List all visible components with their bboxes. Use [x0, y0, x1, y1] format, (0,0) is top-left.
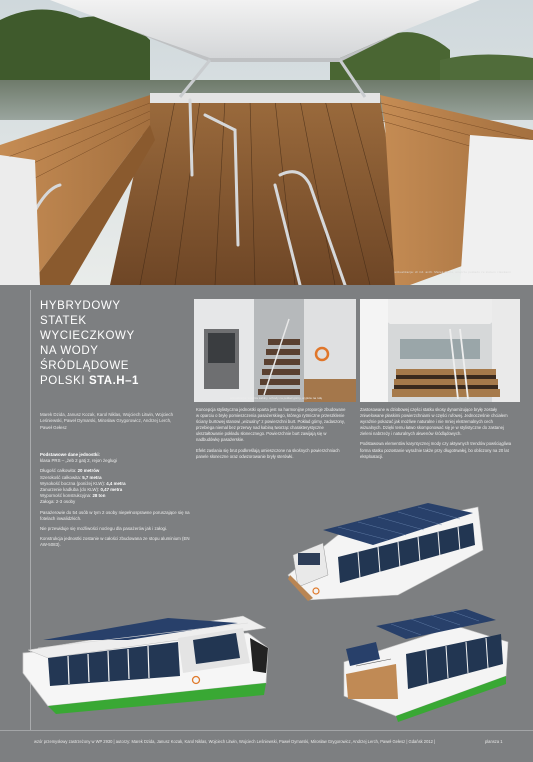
- spec-value: 4,4 metra: [106, 480, 126, 486]
- boat-render-rear-view: [336, 604, 516, 722]
- interior-photo-stairs: [360, 299, 520, 402]
- footer-credits: wzór przemysłowy zastrzeżony w WP 2930 | autorzy: Marek Dzida, Janusz Kozak, Karol Niklas, Wojciech Litwin, Wojciech Leśniewski, Paweł Dymarski, Mirosław Grygorowicz, Andrzej Lerch, Paweł Gełesz | Gdańsk 2012 |: [34, 739, 436, 744]
- description-column-1: [196, 407, 346, 464]
- spec-key: Zanurzenie kadłuba (do KLW):: [40, 487, 100, 493]
- photo-caption: wizualizacja: wnętrze kabiny, schody na pokład górny, wyjście na rufę: [230, 396, 323, 400]
- title-line: WYCIECZKOWY: [40, 330, 135, 342]
- paragraph: Efekt zaslania się brut podkreślają umieszczone na skośnych powierzchniach panele słoneczne oraz odwzorowanie bryły sterówki.: [196, 447, 340, 459]
- title-code: STA.H–1: [88, 375, 139, 387]
- spec-key: Wyporność konstrukcyjna:: [40, 493, 92, 499]
- description-column-2: [360, 407, 515, 464]
- spec-heading: Podstawowe dane jednostki:: [40, 452, 101, 457]
- spec-key: Załoga:: [40, 499, 55, 505]
- spec-value: 28 ton: [92, 493, 106, 499]
- spec-passengers: Pasażerowie do 54 osób w tym 2 osoby niepełnosprawne poruszające się na fotelach inwalidzkich.: [40, 509, 190, 521]
- spec-build: Konstrukcja jednostki zostanie w całości zbudowana ze stopu aluminium (EN AW-5083).: [40, 536, 190, 548]
- spec-key: Szerokość całkowita:: [40, 474, 81, 480]
- spec-value: 20 metrów: [77, 468, 100, 474]
- boat-render-top-view: [278, 495, 488, 615]
- interior-photo-cabin: [194, 299, 356, 402]
- sheet-number: plansza 1: [485, 739, 503, 744]
- spec-class: klasa PRS – „żeb 2 gatj 2, rejon żeglugi: [40, 458, 117, 464]
- paragraph: Zastosowane w dziobowej części statku skosy dynamizujące bryłę zostały zniwelowane płaskimi powierzchniami w części rufowej. Jednocześnie chciałem wyraźnie pokazać jak możliwe naturalne i nie mniej ekstremalnych cech wizualnych. Dzięki temu łatwo skomponować się je w stylistyczne do zastanej zieleni nabrzeży i naturalnych akwenów śródlądowych.: [360, 407, 508, 437]
- hero-credit: wizualizacja: dr inż. arch. Marek Dzida, wnętrze pokładu ze stołem i ławkami: [394, 270, 511, 274]
- title-prefix: POLSKI: [40, 375, 86, 387]
- title-line: STATEK: [40, 315, 87, 327]
- authors-list: Marek Dzida, Janusz Kozak, Karol Niklas, Wojciech Litwin, Wojciech Leśniewski, Paweł Dymarski, Mirosław Grygorowicz, Andrzej Lerch, Paweł Gełesz: [40, 412, 174, 430]
- boat-render-side-view: [18, 578, 278, 718]
- paragraph: Koncepcja stylistyczna jednostki oparta jest na harmonijne proporcje zbudowane w oparciu o bryłę pomieszczenia pasażerskiego, którego rytmiczne przeszklenie ściany burtowej stanowi „wizualny” z powierzchni burt. Pokład górny, zadaszony, przebiega niemal bez przerwy nad kabiną tworząc charakterystyczne ukształtowanie pokładu słonecznego. Powierzchnie burt zawijają się w nadbudówkę pasażerskie.: [196, 407, 346, 443]
- spec-value: 0,47 metra: [100, 487, 123, 493]
- spec-value: 5,7 metra: [82, 474, 102, 480]
- title-line: NA WODY: [40, 345, 99, 357]
- spec-key: Długość całkowita:: [40, 468, 77, 474]
- title-line: ŚRÓDLĄDOWE: [40, 360, 130, 372]
- paragraph: Podstawowa elementów karyntycznej mody czy aktywnych trendów powściągliwa forma statku pozostanie wyraźnie także przy długotrwałej, bo obliczony na 20 lat eksploatacji.: [360, 441, 512, 459]
- project-title: [40, 299, 190, 389]
- hero-deck-photo: [0, 0, 533, 285]
- spec-key: Wysokość boczna (poniżej KLW):: [40, 480, 106, 486]
- title-line-last: [40, 374, 190, 389]
- spec-value: 2-3 osoby: [55, 499, 76, 505]
- spec-section: [40, 452, 190, 553]
- title-line: HYBRYDOWY: [40, 300, 121, 312]
- footer-divider: [0, 730, 533, 731]
- spec-night: Nie przewiduje się możliwości noclegu dla pasażerów jak i załogi.: [40, 526, 168, 532]
